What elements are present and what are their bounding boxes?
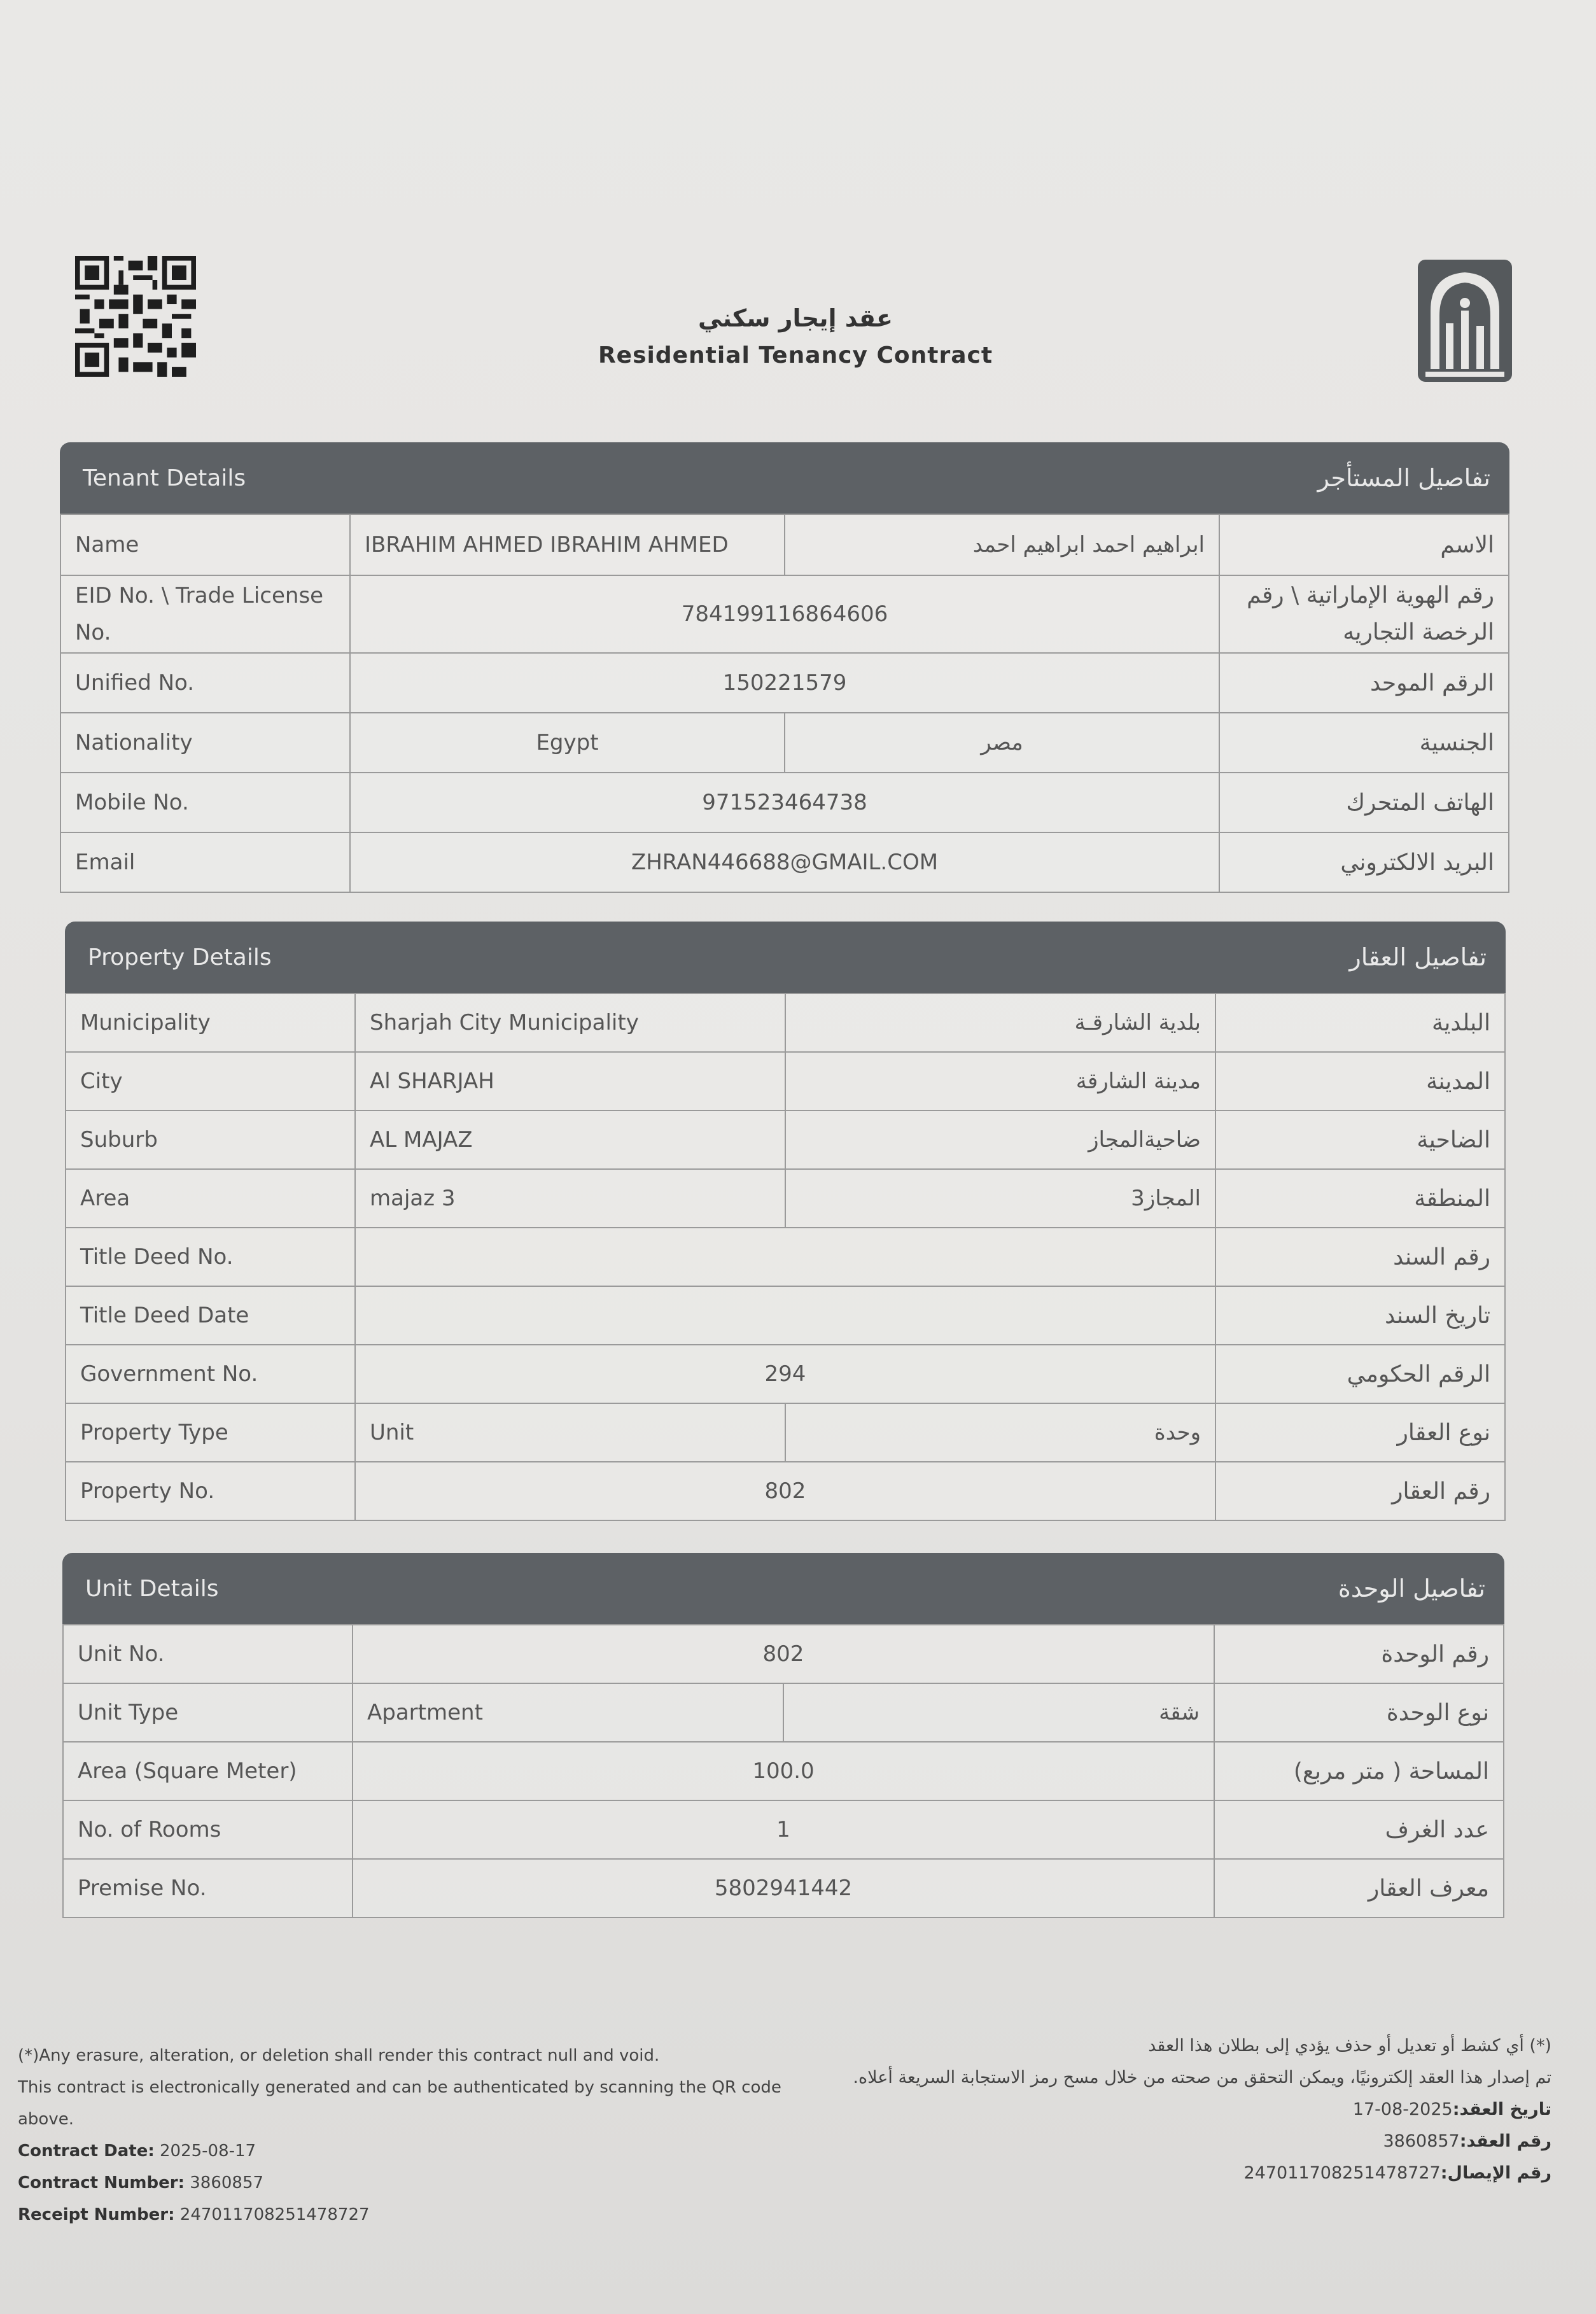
property-details-header	[65, 922, 1506, 993]
row-label-en: Unit No.	[63, 1625, 353, 1683]
receipt-number-ar: رقم الإيصال:247011708251478727	[1243, 2163, 1551, 2183]
unit-details-header	[62, 1553, 1504, 1624]
receipt-number: Receipt Number: 247011708251478727	[18, 2205, 370, 2224]
row-label-en: Name	[60, 514, 350, 575]
row-label-en: Unified No.	[60, 653, 350, 713]
table-row	[63, 1800, 1504, 1859]
row-value-ar: ابراهيم احمد ابراهيم احمد	[785, 514, 1219, 575]
table-row	[66, 1462, 1505, 1520]
row-label-ar: الضاحية	[1215, 1111, 1505, 1169]
section-title-ar: تفاصيل العقار	[1349, 943, 1487, 971]
footer-note-erasure: (*)Any erasure, alteration, or deletion shall render this contract null and void.	[18, 2046, 660, 2065]
row-label-en: City	[66, 1052, 355, 1111]
row-value-en: Sharjah City Municipality	[355, 993, 785, 1052]
row-label-ar: رقم الوحدة	[1214, 1625, 1504, 1683]
row-label-ar: المنطقة	[1215, 1169, 1505, 1228]
table-row	[66, 1403, 1505, 1462]
footer-note-electronic-ar: تم إصدار هذا العقد إلكترونيًا، ويمكن التحقق من صحته من خلال مسح رمز الاستجابة السريعة أعلاه.	[853, 2068, 1551, 2087]
row-label-ar: المساحة ( متر مربع)	[1214, 1742, 1504, 1800]
row-value: 971523464738	[350, 773, 1219, 832]
row-label-en: Municipality	[66, 993, 355, 1052]
section-title-ar: تفاصيل المستأجر	[1317, 464, 1490, 492]
qr-code-icon	[75, 253, 196, 379]
table-row	[66, 1052, 1505, 1111]
table-row	[66, 1169, 1505, 1228]
row-label-ar: البريد الالكتروني	[1219, 832, 1509, 892]
row-label-ar: عدد الغرف	[1214, 1800, 1504, 1859]
table-row	[60, 514, 1509, 575]
row-value-ar: مدينة الشارقة	[785, 1052, 1215, 1111]
row-value-ar: المجاز3	[785, 1169, 1215, 1228]
row-label-ar: رقم السند	[1215, 1228, 1505, 1286]
row-label-en: Suburb	[66, 1111, 355, 1169]
table-row	[60, 832, 1509, 892]
row-value-en: Apartment	[353, 1683, 783, 1742]
table-row	[60, 575, 1509, 653]
section-title-en: Unit Details	[85, 1575, 219, 1602]
contract-date-ar: تاريخ العقد:2025-08-17	[1352, 2100, 1551, 2119]
row-label-en: Premise No.	[63, 1859, 353, 1918]
row-label-ar: المدينة	[1215, 1052, 1505, 1111]
row-value-ar: ضاحيةالمجاز	[785, 1111, 1215, 1169]
row-value: 802	[353, 1625, 1214, 1683]
row-label-ar: رقم الهوية الإماراتية \ رقم الرخصة التجاريه	[1219, 575, 1509, 653]
row-value-ar: شقة	[783, 1683, 1214, 1742]
row-label-en: Title Deed Date	[66, 1286, 355, 1345]
document-title	[445, 304, 1145, 368]
row-value: 1	[353, 1800, 1214, 1859]
row-value-en: Al SHARJAH	[355, 1052, 785, 1111]
row-value-en: AL MAJAZ	[355, 1111, 785, 1169]
table-row	[63, 1625, 1504, 1683]
row-value: 100.0	[353, 1742, 1214, 1800]
row-label-en: EID No. \ Trade License No.	[60, 575, 350, 653]
table-row	[63, 1859, 1504, 1918]
row-label-en: No. of Rooms	[63, 1800, 353, 1859]
row-label-en: Mobile No.	[60, 773, 350, 832]
row-value: 150221579	[350, 653, 1219, 713]
table-row	[63, 1683, 1504, 1742]
table-row	[66, 1286, 1505, 1345]
table-row	[60, 713, 1509, 773]
row-label-en: Title Deed No.	[66, 1228, 355, 1286]
row-value-ar: بلدية الشارقـة	[785, 993, 1215, 1052]
row-value: ZHRAN446688@GMAIL.COM	[350, 832, 1219, 892]
row-label-en: Area (Square Meter)	[63, 1742, 353, 1800]
property-details-section	[65, 922, 1506, 1521]
footer-english	[18, 2040, 807, 2231]
row-value: 294	[355, 1345, 1215, 1403]
table-row	[66, 993, 1505, 1052]
table-row	[66, 1111, 1505, 1169]
row-value: 802	[355, 1462, 1215, 1520]
row-value-en: Egypt	[350, 713, 785, 773]
footer-arabic	[832, 2030, 1551, 2189]
row-value-ar: مصر	[785, 713, 1219, 773]
row-value-en: Unit	[355, 1403, 785, 1462]
row-label-ar: نوع العقار	[1215, 1403, 1505, 1462]
row-label-ar: الهاتف المتحرك	[1219, 773, 1509, 832]
row-value-en: IBRAHIM AHMED IBRAHIM AHMED	[350, 514, 785, 575]
section-title-en: Tenant Details	[83, 465, 246, 491]
row-value-ar: وحدة	[785, 1403, 1215, 1462]
row-label-en: Email	[60, 832, 350, 892]
tenant-details-header	[60, 442, 1509, 514]
row-label-ar: الرقم الحكومي	[1215, 1345, 1505, 1403]
row-label-en: Property Type	[66, 1403, 355, 1462]
sharjah-municipality-logo-icon	[1418, 260, 1512, 382]
unit-details-section	[62, 1553, 1504, 1918]
table-row	[60, 653, 1509, 713]
footer-note-erasure-ar: (*) أي كشط أو تعديل أو حذف يؤدي إلى بطلان هذا العقد	[1148, 2036, 1551, 2056]
row-label-en: Government No.	[66, 1345, 355, 1403]
row-value	[355, 1228, 1215, 1286]
contract-date: Contract Date: 2025-08-17	[18, 2142, 256, 2161]
title-arabic: عقد إيجار سكني	[698, 304, 893, 332]
table-row	[63, 1742, 1504, 1800]
contract-number-ar: رقم العقد:3860857	[1383, 2131, 1551, 2151]
contract-number: Contract Number: 3860857	[18, 2173, 264, 2192]
row-label-ar: البلدية	[1215, 993, 1505, 1052]
row-label-en: Unit Type	[63, 1683, 353, 1742]
tenant-details-section	[60, 442, 1509, 893]
section-title-ar: تفاصيل الوحدة	[1338, 1574, 1485, 1602]
row-label-ar: معرف العقار	[1214, 1859, 1504, 1918]
table-row	[66, 1345, 1505, 1403]
row-label-ar: نوع الوحدة	[1214, 1683, 1504, 1742]
row-label-en: Area	[66, 1169, 355, 1228]
property-details-table	[65, 993, 1506, 1521]
row-label-ar: رقم العقار	[1215, 1462, 1505, 1520]
row-label-ar: الاسم	[1219, 514, 1509, 575]
row-label-en: Nationality	[60, 713, 350, 773]
section-title-en: Property Details	[88, 944, 272, 971]
row-value-en: majaz 3	[355, 1169, 785, 1228]
unit-details-table	[62, 1624, 1504, 1918]
table-row	[66, 1228, 1505, 1286]
footer-note-electronic: This contract is electronically generated and can be authenticated by scanning the QR code above.	[18, 2078, 781, 2129]
row-value: 5802941442	[353, 1859, 1214, 1918]
row-label-ar: الجنسية	[1219, 713, 1509, 773]
table-row	[60, 773, 1509, 832]
row-label-ar: الرقم الموحد	[1219, 653, 1509, 713]
tenant-details-table	[60, 514, 1509, 893]
row-value: 784199116864606	[350, 575, 1219, 653]
title-english: Residential Tenancy Contract	[598, 342, 993, 368]
row-value	[355, 1286, 1215, 1345]
row-label-ar: تاريخ السند	[1215, 1286, 1505, 1345]
row-label-en: Property No.	[66, 1462, 355, 1520]
